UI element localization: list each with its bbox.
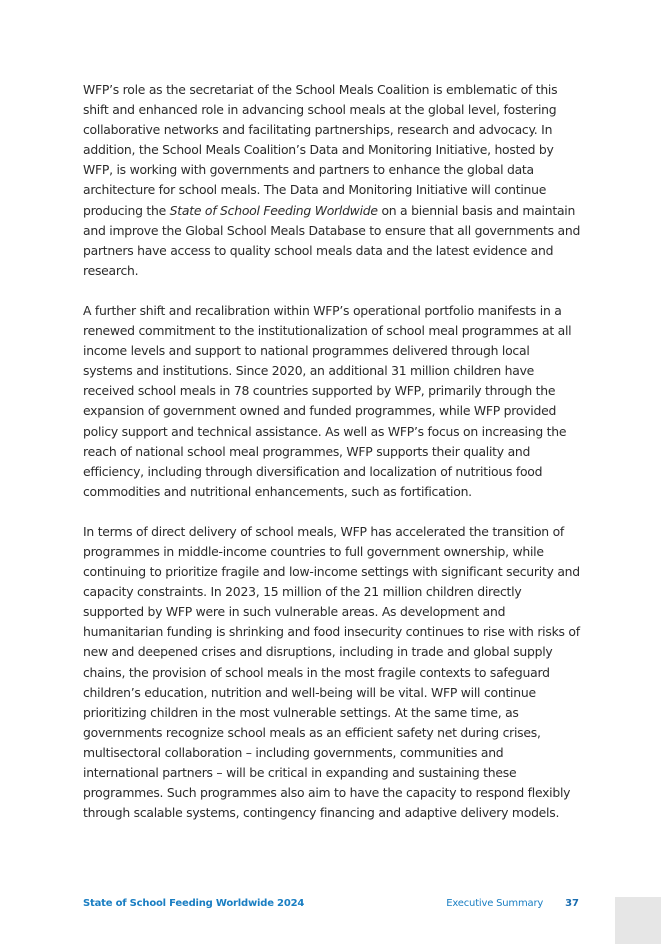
body-text xyxy=(83,80,581,843)
paragraph-1 xyxy=(83,80,581,281)
footer-right-group xyxy=(446,896,579,912)
footer-section-name: Executive Summary xyxy=(446,898,544,909)
paragraph-2: A further shift and recalibration within WFP’s operational portfolio manifests in a renewed commitment to the institutionalization of school meal programmes at all income levels and support to national programmes delivered through local systems and institutions. Since 2020, an additional 31 million children have received school meals in 78 countries supported by WFP, primarily through the expansion of government owned and funded programmes, while WFP provided policy support and technical assistance. As well as WFP’s focus on increasing the reach of national school meal programmes, WFP supports their quality and efficiency, including through diversification and localization of nutritious food commodities and nutritional enhancements, such as fortification. xyxy=(83,302,572,499)
corner-tab-decoration xyxy=(615,897,661,944)
report-title-italic: State of School Feeding Worldwide xyxy=(169,202,378,218)
page-footer xyxy=(83,896,579,912)
footer-report-title: State of School Feeding Worldwide 2024 xyxy=(83,898,305,909)
paragraph-3: In terms of direct delivery of school meals, WFP has accelerated the transition of programmes in middle-income countries to full government ownership, while continuing to prioritize fragile and low-income settings with significant security and capacity constraints. In 2023, 15 million of the 21 million children directly supported by WFP were in such vulnerable areas. As development and humanitarian funding is shrinking and food insecurity continues to rise with risks of new and deepened crises and disruptions, including in trade and global supply chains, the provision of school meals in the most fragile contexts to safeguard children’s education, nutrition and well-being will be vital. WFP will continue prioritizing children in the most vulnerable settings. At the same time, as governments recognize school meals as an efficient safety net during crises, multisectoral collaboration – including governments, communities and international partners – will be critical in expanding and sustaining these programmes. Such programmes also aim to have the capacity to respond flexibly through scalable systems, contingency financing and adaptive delivery models. xyxy=(83,523,580,821)
page-number: 37 xyxy=(565,898,579,909)
paragraph-1-text-before: WFP’s role as the secretariat of the School Meals Coalition is emblematic of this shift and enhanced role in advancing school meals at the global level, fostering collaborative networks and facilitating partnerships, research and advocacy. In addition, the School Meals Coalition’s Data and Monitoring Initiative, hosted by WFP, is working with governments and partners to enhance the global data architecture for school meals. The Data and Monitoring Initiative will continue producing the xyxy=(83,82,558,218)
paragraph-1-text-after: on a biennial basis and maintain and improve the Global School Meals Database to ensure that all governments and partners have access to quality school meals data and the latest evidence and research. xyxy=(83,202,581,278)
